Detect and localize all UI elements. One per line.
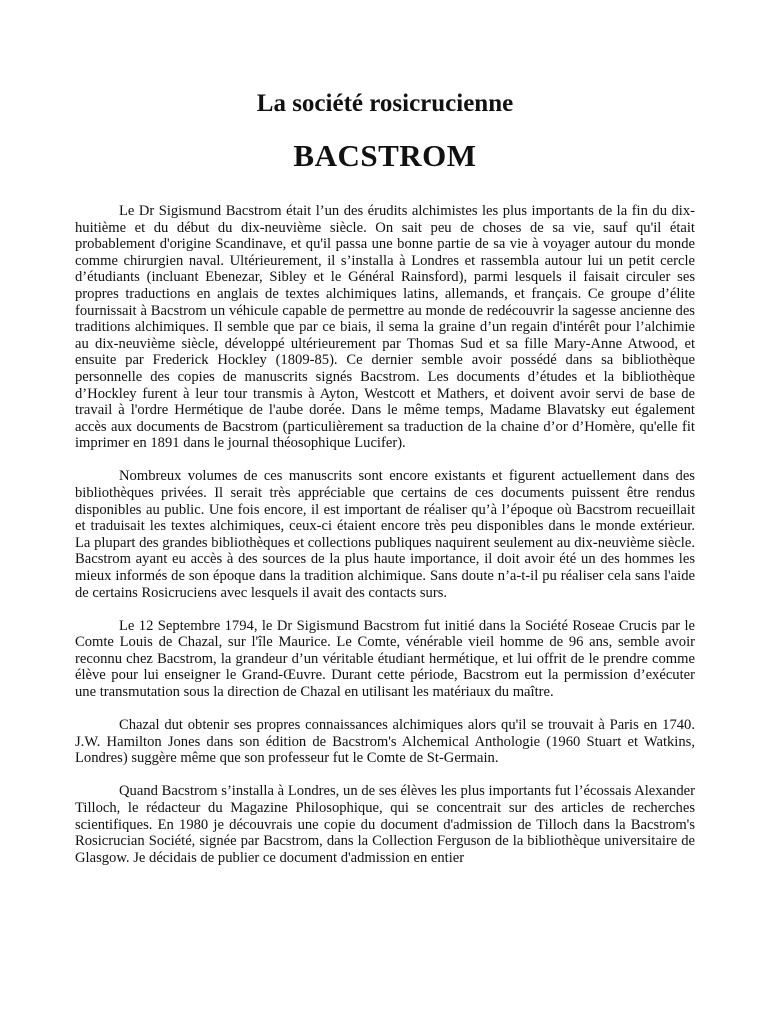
paragraph-3: Le 12 Septembre 1794, le Dr Sigismund Bacstrom fut initié dans la Société Roseae Crucis par le Comte Louis de Chazal, sur l'île Maurice. Le Comte, vénérable vieil homme de 96 ans, semble avoir reconnu chez Bacstrom, la grandeur d’un véritable étudiant hermétique, et lui offrit de le prendre comme élève pour lui enseigner le Grand-Œuvre. Durant cette période, Bacstrom eut la permission d’exécuter une transmutation sous la direction de Chazal en utilisant les matériaux du maître. [75,617,695,701]
paragraph-2: Nombreux volumes de ces manuscrits sont encore existants et figurent actuellement dans des bibliothèques privées. Il serait très appréciable que certains de ces documents puissent être rendus disponibles au public. Une fois encore, il est important de réaliser qu’à l’époque où Bacstrom recueillait et traduisait les textes alchimiques, ceux-ci étaient encore très peu disponibles dans le monde extérieur. La plupart des grandes bibliothèques et collections publiques naquirent seulement au dix-neuvième siècle. Bacstrom ayant eu accès à des sources de la plus haute importance, il doit avoir été un des hommes les mieux informés de son époque dans la tradition alchimique. Sans doute n’a-t-il pu réaliser cela sans l'aide de certains Rosicruciens avec lesquels il avait des contacts surs. [75,468,695,601]
paragraph-1: Le Dr Sigismund Bacstrom était l’un des érudits alchimistes les plus importants de la fin du dix-huitième et du début du dix-neuvième siècle. On sait peu de choses de sa vie, sauf qu'il était probablement d'origine Scandinave, et qu'il passa une bonne partie de sa vie à voyager autour du monde comme chirurgien naval. Ultérieurement, il s’installa à Londres et rassembla autour lui un petit cercle d’étudiants (incluant Ebenezar, Sibley et le Général Rainsford), parmi lesquels il faisait circuler ses propres traductions en anglais de textes alchimiques latins, allemands, et français. Ce groupe d’élite fournissait à Bacstrom un véhicule capable de permettre au monde de redécouvrir la sagesse ancienne des traditions alchimiques. Il semble que par ce biais, il sema la graine d’un regain d'intérêt pour l’alchimie au dix-neuvième siècle, développé ultérieurement par Thomas Sud et sa fille Mary-Anne Atwood, et ensuite par Frederick Hockley (1809-85). Ce dernier semble avoir possédé dans sa bibliothèque personnelle des copies de manuscrits signés Bacstrom. Les documents d’études et la bibliothèque d’Hockley furent à leur tour transmis à Ayton, Westcott et Mathers, et doivent avoir servi de base de travail à l'ordre Hermétique de l'aube dorée. Dans le même temps, Madame Blavatsky eut également accès aux documents de Bacstrom (particulièrement sa traduction de la chaine d’or d’Homère, qu'elle fit imprimer en 1891 dans le journal théosophique Lucifer). [75,203,695,452]
document-subtitle: BACSTROM [293,138,477,173]
paragraph-5: Quand Bacstrom s’installa à Londres, un de ses élèves les plus importants fut l’écossais Alexander Tilloch, le rédacteur du Magazine Philosophique, qui se concentrait sur des articles de recherches scientifiques. En 1980 je découvrais une copie du document d'admission de Tilloch dans la Bacstrom's Rosicrucian Société, signée par Bacstrom, dans la Collection Ferguson de la bibliothèque universitaire de Glasgow. Je décidais de publier ce document d'admission en entier [75,783,695,866]
paragraph-4: Chazal dut obtenir ses propres connaissances alchimiques alors qu'il se trouvait à Paris en 1740. J.W. Hamilton Jones dans son édition de Bacstrom's Alchemical Anthologie (1960 Stuart et Watkins, Londres) suggère même que son professeur fut le Comte de St-Germain. [75,717,695,767]
document-title: La société rosicrucienne [256,90,514,117]
document-body [75,203,695,883]
